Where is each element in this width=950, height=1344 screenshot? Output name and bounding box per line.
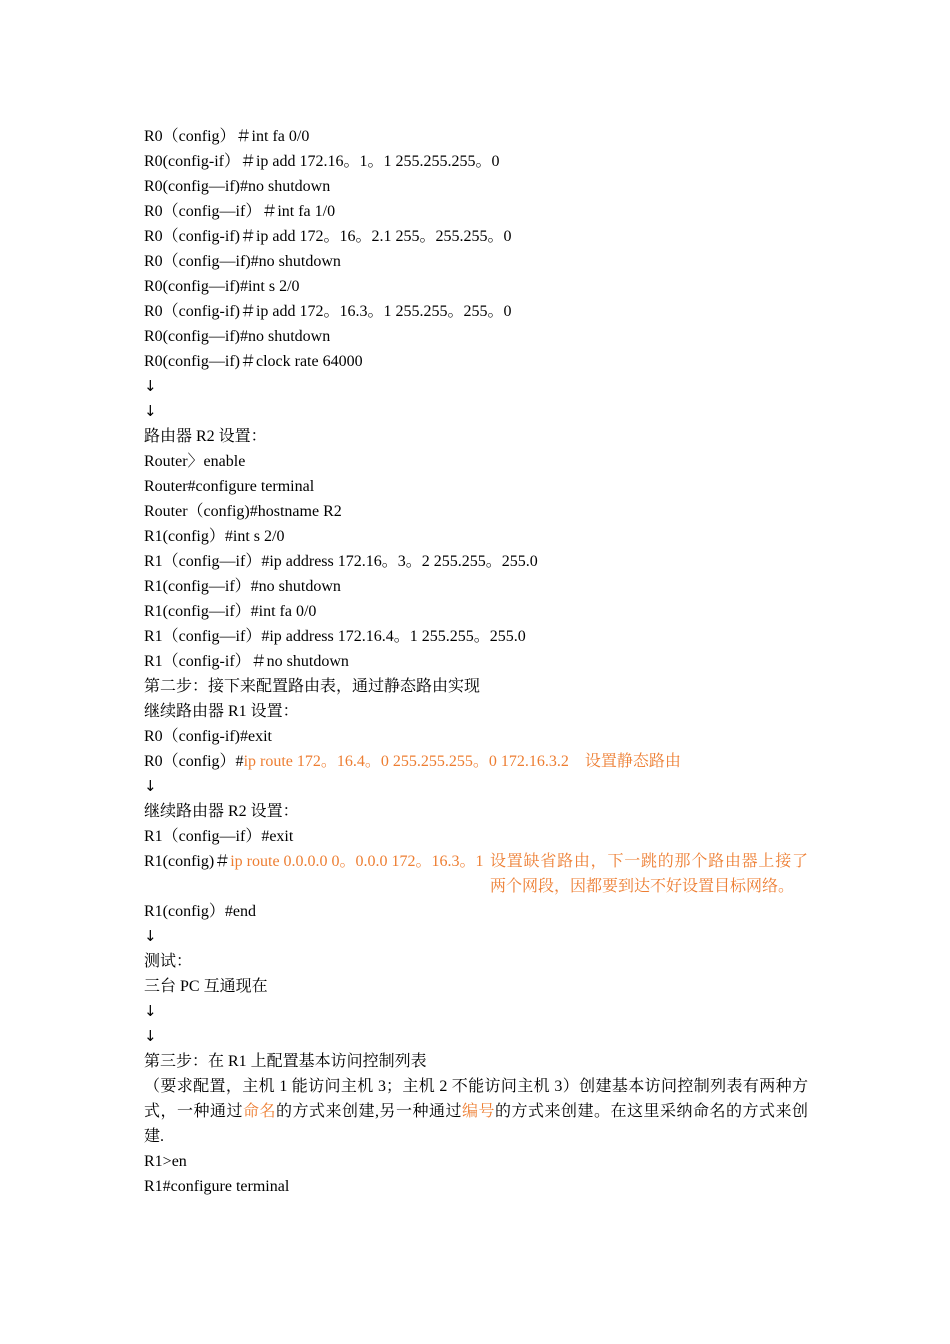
- r2-heading: 路由器 R2 设置：: [144, 428, 267, 445]
- r2-line: R1(config—if）#no shutdown: [144, 578, 341, 595]
- r0-line: R0（config—if)#no shutdown: [144, 253, 341, 270]
- para-named-term: 命名: [243, 1103, 276, 1120]
- para-numbered-term: 编号: [461, 1103, 495, 1120]
- down-arrow-icon: ↓: [144, 1027, 157, 1045]
- default-route-line: [144, 849, 808, 899]
- r0-line: R0（config-if)＃ip add 172。16。2.1 255。255.255。0: [144, 228, 512, 245]
- step3-title: 第三步：在 R1 上配置基本访问控制列表: [144, 1053, 427, 1070]
- step2-title: 第二步：接下来配置路由表，通过静态路由实现: [144, 678, 481, 695]
- r2-line: Router#configure terminal: [144, 478, 315, 495]
- para-text-a: （要求配置，主机 1 能访问主机 3；主机 2 不能访问主机 3）创建基本访问控制列表有两种方式，一种通过: [144, 1078, 808, 1120]
- r2-exit-line: R1（config—if）#exit: [144, 828, 294, 845]
- static-route-prefix: R0（config）#: [144, 753, 244, 770]
- r2-line: R1(config）#int s 2/0: [144, 528, 285, 545]
- test-text: 三台 PC 互通现在: [144, 978, 268, 995]
- down-arrow-icon: ↓: [144, 377, 157, 395]
- default-route-command: ip route 0.0.0.0 0。0.0.0 172。16.3。1: [230, 853, 484, 870]
- r2-line: R1（config—if）#ip address 172.16.4。1 255.255。255.0: [144, 628, 526, 645]
- down-arrow-icon: ↓: [144, 927, 157, 945]
- r2-continue-heading: 继续路由器 R2 设置：: [144, 803, 299, 820]
- static-route-command: ip route 172。16.4。0 255.255.255。0 172.16.3.2: [243, 753, 569, 770]
- static-route-line: [144, 749, 808, 774]
- r0-line: R0(config-if）＃ip add 172.16。1。1 255.255.255。0: [144, 153, 500, 170]
- r1-end-line: R1(config）#end: [144, 903, 256, 920]
- final-line: R1>en: [144, 1153, 187, 1170]
- r0-line: R0（config—if）＃int fa 1/0: [144, 203, 336, 220]
- r2-line: Router（config)#hostname R2: [144, 503, 342, 520]
- para-text-b: 的方式来创建,另一种通过: [276, 1103, 462, 1120]
- r0-line: R0(config—if)#int s 2/0: [144, 278, 300, 295]
- r0-line: R0(config—if)#no shutdown: [144, 178, 331, 195]
- default-route-note: 设置缺省路由，下一跳的那个路由器上接了两个网段，因都要到达不好设置目标网络。: [490, 853, 808, 895]
- r1-continue-heading: 继续路由器 R1 设置：: [144, 703, 299, 720]
- r2-line: R1（config-if）＃no shutdown: [144, 653, 349, 670]
- static-route-note: 设置静态路由: [584, 753, 681, 770]
- r0-line: R0（config-if)＃ip add 172。16.3。1 255.255。255。0: [144, 303, 512, 320]
- default-route-command-group: [144, 849, 484, 874]
- r2-line: R1(config—if）#int fa 0/0: [144, 603, 317, 620]
- r0-line: R0（config）＃int fa 0/0: [144, 128, 310, 145]
- acl-description-paragraph: [144, 1074, 808, 1149]
- down-arrow-icon: ↓: [144, 402, 157, 420]
- r2-line: Router〉enable: [144, 453, 246, 470]
- para-text-c: 的方式来创建。在这里采纳命名的方式来创建.: [144, 1103, 808, 1145]
- down-arrow-icon: ↓: [144, 1002, 157, 1020]
- down-arrow-icon: ↓: [144, 777, 157, 795]
- test-label: 测试：: [144, 953, 193, 970]
- default-route-prefix: R1(config)＃: [144, 853, 231, 870]
- document-page: [144, 124, 808, 1199]
- final-line: R1#configure terminal: [144, 1178, 290, 1195]
- r2-line: R1（config—if）#ip address 172.16。3。2 255.255。255.0: [144, 553, 538, 570]
- r1-exit-line: R0（config-if)#exit: [144, 728, 272, 745]
- r0-line: R0(config—if)#no shutdown: [144, 328, 331, 345]
- r0-line: R0(config—if)＃clock rate 64000: [144, 353, 363, 370]
